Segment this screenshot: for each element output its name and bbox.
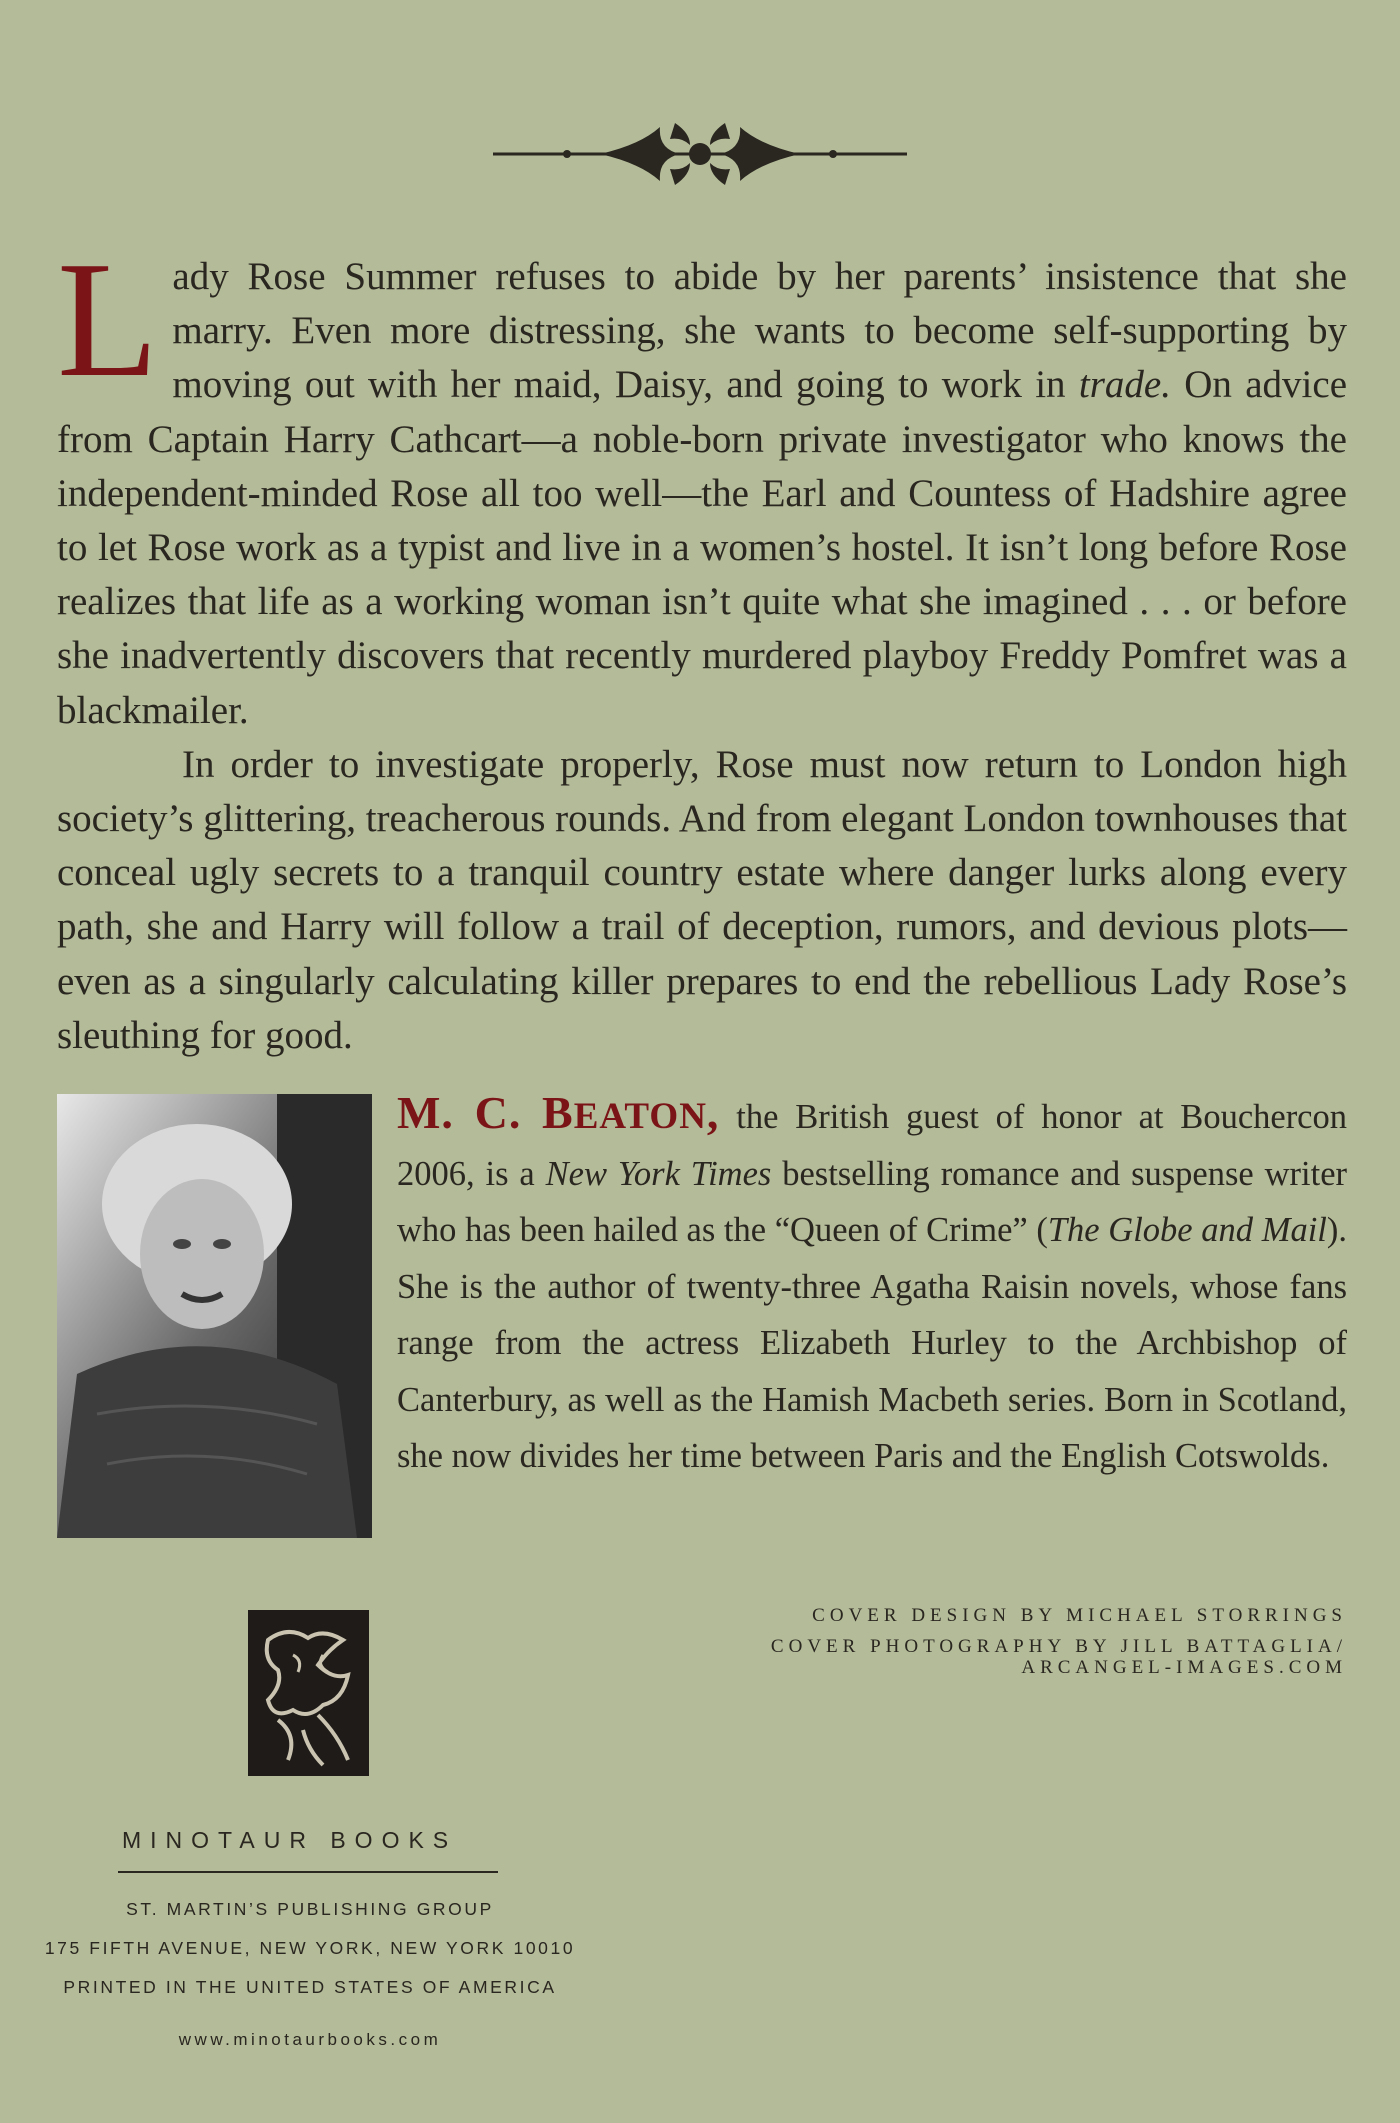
drop-cap: L <box>57 227 159 411</box>
bio-text-3: ). She is the author of twenty-three Agatha Raisin novels, whose fans range from the actress Elizabeth Hurley to the Archbishop of Canterbury, as well as the Hamish Macbeth series. Born in Scotland, she now divides her time between Paris and the English Cotswolds. <box>397 1211 1347 1475</box>
author-bio <box>397 1085 1347 1485</box>
author-photo <box>57 1094 372 1538</box>
publisher-address: 175 FIFTH AVENUE, NEW YORK, NEW YORK 10010 <box>44 1938 576 1958</box>
author-name-comma: , <box>706 1087 720 1138</box>
publisher-group: ST. MARTIN’S PUBLISHING GROUP <box>126 1899 494 1919</box>
synopsis-text: ady Rose Summer refuses to abide by her parents’ insistence that she marry. Even more distressing, she wants to become self-supporting by moving out with her maid, Daisy, and going to work in <box>172 255 1347 407</box>
author-name <box>397 1087 719 1138</box>
synopsis-paragraph-1 <box>57 227 1348 738</box>
synopsis-paragraph-2: In order to investigate properly, Rose must now return to London high society’s glittering, treacherous rounds. And from elegant London townhouses that conceal ugly secrets to a tranquil country estate where danger lurks along every path, she and Harry will follow a trail of deception, rumors, and devious plots—even as a singularly calculating killer prepares to end the rebellious Lady Rose’s sleuthing for good. <box>57 742 1347 1057</box>
publisher-name: MINOTAUR BOOKS <box>122 1827 458 1853</box>
printed-notice: PRINTED IN THE UNITED STATES OF AMERICA <box>63 1977 557 1997</box>
publisher-info <box>0 1890 620 2007</box>
cover-credits <box>771 1605 1347 1678</box>
credit-photography: COVER PHOTOGRAPHY BY JILL BATTAGLIA/ <box>770 1636 1347 1657</box>
author-name-smallcaps: EATON <box>573 1096 707 1137</box>
publisher-url[interactable]: www.minotaurbooks.com <box>178 2030 442 2049</box>
credit-design: COVER DESIGN BY MICHAEL STORRINGS <box>812 1605 1347 1626</box>
bio-text-1: the British guest of honor at Bouchercon 2006, is a <box>397 1098 1347 1193</box>
publisher-divider <box>118 1871 498 1873</box>
synopsis-italic: trade. <box>1078 363 1171 407</box>
author-name-initials: M. C. B <box>397 1087 574 1138</box>
bio-italic-1: New York Times <box>545 1154 772 1193</box>
synopsis-text-rest: On advice from Captain Harry Cathcart—a noble-born private investigator who knows the independent-minded Rose all too well—the Earl and Countess of Hadshire agree to let Rose work as a typist and live in a women’s hostel. It isn’t long before Rose realizes that life as a working woman isn’t quite what she imagined . . . or before she inadvertently discovers that recently murdered playboy Freddy Pomfret was a blackmailer. <box>57 363 1348 732</box>
credit-photography-source: ARCANGEL-IMAGES.COM <box>1021 1657 1347 1678</box>
ornament-divider <box>490 115 910 195</box>
minotaur-logo <box>248 1610 369 1776</box>
synopsis <box>57 227 1348 1063</box>
bio-text-2: bestselling romance and suspense writer who has been hailed as the “Queen of Crime” ( <box>397 1154 1347 1249</box>
bio-italic-2: The Globe and Mail <box>1047 1211 1327 1249</box>
